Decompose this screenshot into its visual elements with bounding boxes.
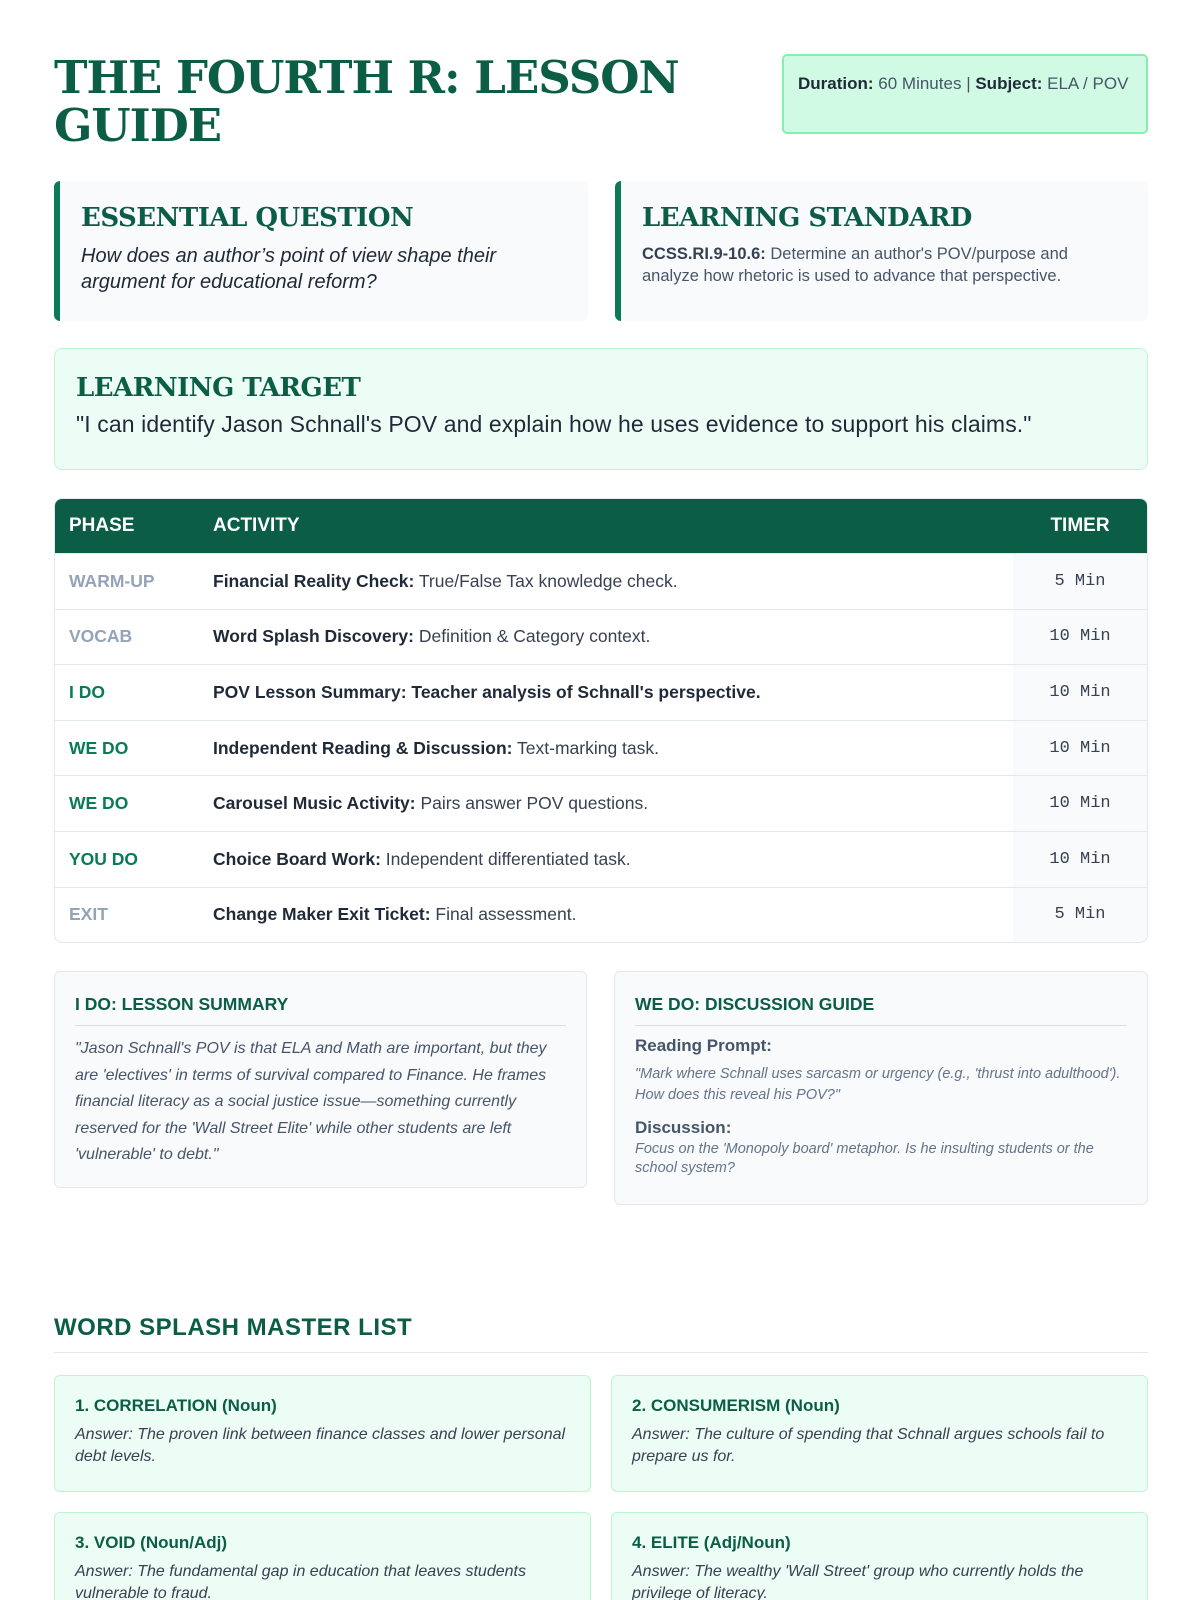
reading-prompt-label: Reading Prompt: — [635, 1036, 772, 1055]
activity-cell — [213, 682, 1013, 703]
activity-detail: True/False Tax knowledge check. — [418, 570, 678, 591]
subject-value: ELA / POV — [1047, 74, 1129, 93]
lesson-summary-box — [54, 971, 587, 1188]
learning-target-card — [54, 348, 1148, 470]
reading-prompt-text: "Mark where Schnall uses sarcasm or urgency (e.g., 'thrust into adulthood'). How does this reveal his POV?" — [635, 1066, 1121, 1103]
phase-cell: YOU DO — [69, 848, 139, 869]
table-row — [55, 775, 1147, 831]
learning-target-heading: LEARNING TARGET — [76, 373, 361, 403]
activity-cell — [213, 738, 1013, 759]
table-row — [55, 664, 1147, 720]
activity-title: Carousel Music Activity: — [213, 793, 416, 814]
activity-cell — [213, 793, 1013, 814]
word-term: 2. CONSUMERISM (Noun) — [632, 1396, 840, 1415]
table-row — [55, 553, 1147, 609]
activity-title: Independent Reading & Discussion: — [213, 737, 513, 758]
essential-question-text: How does an author’s point of view shape their argument for educational reform? — [81, 245, 497, 293]
word-term: 3. VOID (Noun/Adj) — [75, 1533, 228, 1552]
word-answer: Answer: The wealthy 'Wall Street' group who currently holds the privilege of literacy. — [632, 1563, 1084, 1600]
page-title: THE FOURTH R: LESSON GUIDE — [54, 51, 679, 152]
timer-cell: 10 Min — [1013, 776, 1147, 831]
activity-title: POV Lesson Summary: — [213, 681, 407, 702]
activity-detail: Pairs answer POV questions. — [420, 793, 649, 814]
word-answer: Answer: The culture of spending that Schnall argues schools fail to prepare us for. — [632, 1426, 1105, 1465]
activity-detail: Independent differentiated task. — [385, 848, 631, 869]
learning-standard-heading: LEARNING STANDARD — [642, 203, 972, 233]
standard-code: CCSS.RI.9-10.6: — [642, 245, 766, 263]
phase-cell: EXIT — [69, 904, 108, 925]
learning-standard-card — [615, 181, 1148, 321]
timer-column-header: TIMER — [1050, 515, 1110, 536]
activity-cell — [213, 626, 1013, 647]
word-answer: Answer: The fundamental gap in education that leaves students vulnerable to fraud. — [75, 1563, 526, 1600]
subject-label: Subject: — [975, 74, 1043, 93]
duration-label: Duration: — [798, 74, 874, 93]
activity-cell — [213, 904, 1013, 925]
phase-column-header: PHASE — [69, 515, 135, 536]
activity-cell — [213, 849, 1013, 870]
discussion-label: Discussion: — [635, 1118, 732, 1137]
word-card — [54, 1512, 591, 1600]
table-row — [55, 887, 1147, 943]
timer-cell: 5 Min — [1013, 554, 1147, 609]
timer-cell: 10 Min — [1013, 610, 1147, 665]
word-card — [611, 1375, 1148, 1492]
word-card — [54, 1375, 591, 1492]
table-row — [55, 609, 1147, 665]
phase-cell: VOCAB — [69, 626, 133, 647]
activity-detail: Teacher analysis of Schnall's perspective. — [411, 681, 761, 702]
lesson-summary-title: I DO: LESSON SUMMARY — [75, 994, 566, 1026]
learning-target-text: "I can identify Jason Schnall's POV and explain how he uses evidence to support his claims." — [76, 411, 1032, 437]
phase-cell: WE DO — [69, 737, 129, 758]
activity-title: Word Splash Discovery: — [213, 626, 414, 647]
table-row — [55, 831, 1147, 887]
lesson-summary-text: "Jason Schnall's POV is that ELA and Math are important, but they are 'electives' in terms of survival compared to Finance. He frames financial literacy as a social justice issue—something currently reserved for the 'Wall Street Elite' while other students are left 'vulnerable' to debt." — [75, 1040, 547, 1163]
activity-detail: Definition & Category context. — [418, 626, 651, 647]
word-answer: Answer: The proven link between finance classes and lower personal debt levels. — [75, 1426, 566, 1465]
lesson-meta-box — [782, 54, 1148, 134]
activity-detail: Text-marking task. — [517, 737, 660, 758]
word-splash-title: WORD SPLASH MASTER LIST — [54, 1314, 1148, 1353]
discussion-text: Focus on the 'Monopoly board' metaphor. Is he insulting students or the school system? — [635, 1141, 1094, 1176]
phase-cell: WE DO — [69, 793, 129, 814]
timer-cell: 10 Min — [1013, 665, 1147, 720]
discussion-guide-title: WE DO: DISCUSSION GUIDE — [635, 994, 1127, 1026]
table-row — [55, 720, 1147, 776]
activity-column-header: ACTIVITY — [213, 515, 300, 536]
timer-cell: 10 Min — [1013, 832, 1147, 887]
discussion-guide-box — [614, 971, 1148, 1205]
word-card — [611, 1512, 1148, 1600]
activity-title: Change Maker Exit Ticket: — [213, 904, 431, 925]
essential-question-card — [54, 181, 588, 321]
learning-standard-text — [642, 243, 1127, 287]
word-term: 4. ELITE (Adj/Noun) — [632, 1533, 791, 1552]
table-header — [55, 499, 1147, 553]
duration-value: 60 Minutes — [878, 74, 962, 93]
timer-cell: 10 Min — [1013, 721, 1147, 776]
page-header — [54, 51, 1148, 154]
activity-title: Choice Board Work: — [213, 848, 381, 869]
activity-title: Financial Reality Check: — [213, 570, 415, 591]
word-term: 1. CORRELATION (Noun) — [75, 1396, 277, 1415]
essential-question-heading: ESSENTIAL QUESTION — [81, 203, 414, 233]
phase-cell: I DO — [69, 681, 105, 702]
timer-cell: 5 Min — [1013, 888, 1147, 943]
standard-description: Determine an author's POV/purpose and analyze how rhetoric is used to advance that perspective. — [642, 245, 1068, 285]
activity-detail: Final assessment. — [435, 904, 577, 925]
meta-separator: | — [966, 74, 971, 93]
phase-cell: WARM-UP — [69, 570, 155, 591]
activity-cell — [213, 571, 1013, 592]
lesson-schedule-table — [54, 498, 1148, 943]
